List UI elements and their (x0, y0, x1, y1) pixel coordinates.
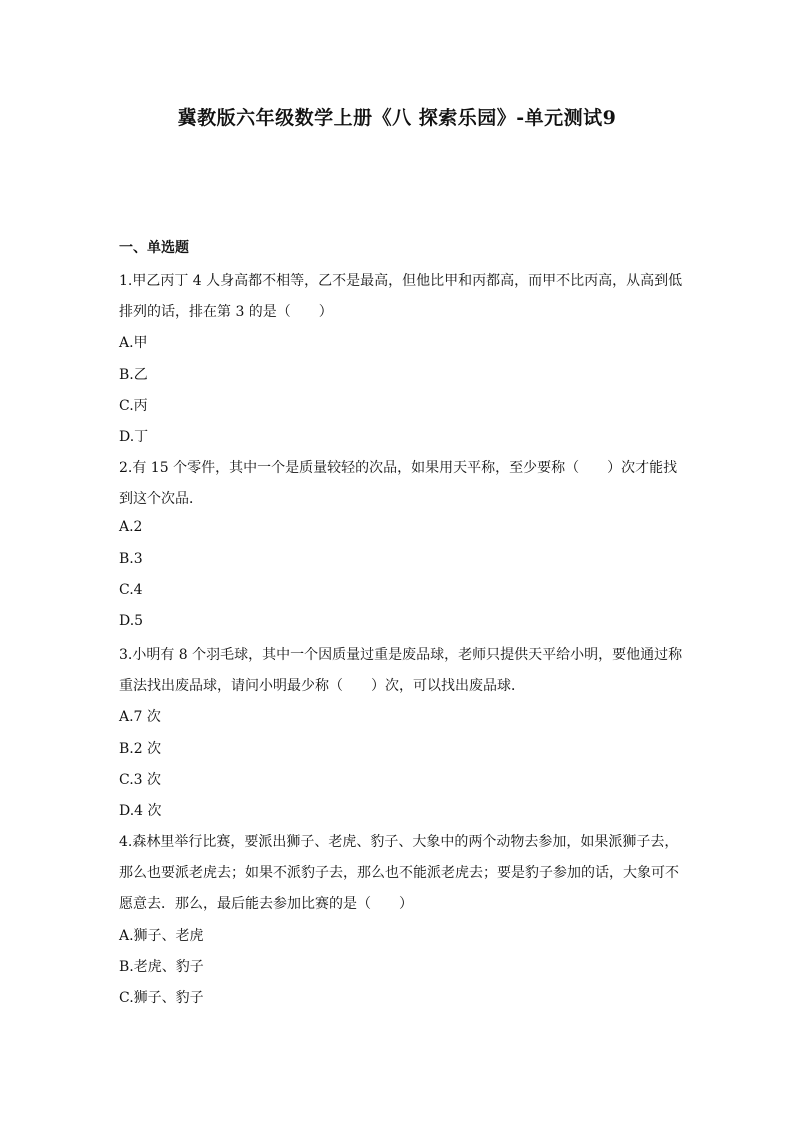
question-1-option-d: D.丁 (119, 429, 149, 445)
question-2-line-1: 2.有 15 个零件，其中一个是质量较轻的次品，如果用天平称，至少要称（ ）次才能找 (119, 460, 678, 476)
question-4-line-3: 愿意去．那么，最后能去参加比赛的是（ ） (119, 896, 413, 912)
question-4-option-c: C.狮子、豹子 (119, 990, 204, 1006)
question-2-option-c: C.4 (119, 582, 143, 598)
question-1-option-b: B.乙 (119, 367, 148, 383)
question-3-option-c: C.3 次 (119, 772, 162, 788)
question-3-option-d: D.4 次 (119, 803, 162, 819)
question-4-line-2: 那么也要派老虎去；如果不派豹子去，那么也不能派老虎去；要是豹子参加的话，大象可不 (119, 865, 679, 881)
question-2-option-b: B.3 (119, 551, 143, 567)
question-3-line-2: 重法找出废品球，请问小明最少称（ ）次，可以找出废品球． (119, 678, 525, 694)
question-2-line-2: 到这个次品． (119, 491, 203, 507)
question-1-line-2: 排列的话，排在第 3 的是（ ） (119, 304, 333, 320)
question-4-option-a: A.狮子、老虎 (119, 928, 204, 944)
question-4-line-1: 4.森林里举行比赛，要派出狮子、老虎、豹子、大象中的两个动物去参加，如果派狮子去， (119, 834, 679, 850)
question-1-option-c: C.丙 (119, 398, 148, 414)
question-3-option-b: B.2 次 (119, 741, 162, 757)
question-3-line-1: 3.小明有 8 个羽毛球，其中一个因质量过重是废品球，老师只提供天平给小明，要他通过称 (119, 647, 683, 663)
question-4-option-b: B.老虎、豹子 (119, 959, 204, 975)
question-2-option-a: A.2 (119, 519, 143, 535)
question-2-option-d: D.5 (119, 613, 144, 629)
question-1-option-a: A.甲 (119, 335, 148, 351)
question-3-option-a: A.7 次 (119, 709, 161, 725)
document-title: 冀教版六年级数学上册《八 探索乐园》-单元测试9 (177, 107, 617, 129)
section-heading: 一、单选题 (119, 240, 189, 256)
question-1-line-1: 1.甲乙丙丁 4 人身高都不相等，乙不是最高，但他比甲和丙都高，而甲不比丙高，从高到低 (119, 273, 683, 289)
